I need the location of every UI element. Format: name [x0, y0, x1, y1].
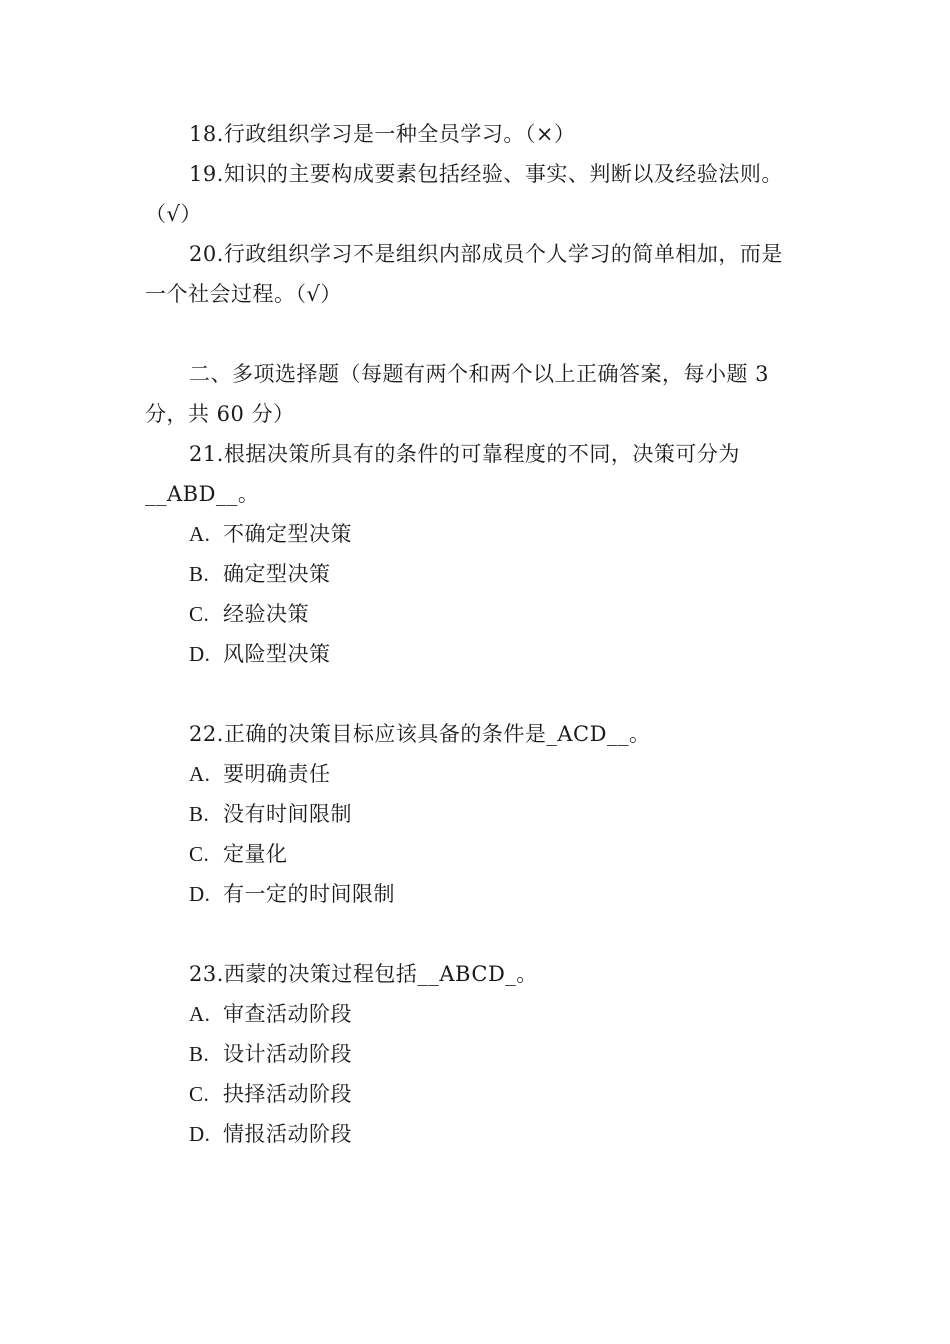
option-b — [189, 1040, 352, 1068]
option-letter: C. — [189, 842, 210, 866]
option-letter: A. — [189, 762, 211, 786]
option-letter: A. — [189, 522, 211, 546]
option-c — [189, 600, 309, 628]
question-20-line1: 20.行政组织学习不是组织内部成员个人学习的简单相加，而是 — [189, 242, 783, 266]
question-22-stem: 22.正确的决策目标应该具备的条件是_ACD__。 — [189, 722, 651, 746]
option-text: 要明确责任 — [223, 762, 331, 786]
option-letter: D. — [189, 882, 211, 906]
option-letter: B. — [189, 802, 210, 826]
option-letter: B. — [189, 1042, 210, 1066]
question-21-stem-line2: __ABD__。 — [145, 482, 260, 506]
option-a — [189, 1000, 352, 1028]
option-a — [189, 760, 331, 788]
option-text: 抉择活动阶段 — [223, 1082, 352, 1106]
option-b — [189, 560, 331, 588]
option-a — [189, 520, 352, 548]
section-heading-line2: 分，共 60 分） — [145, 402, 295, 426]
option-c — [189, 840, 288, 868]
section-heading-line1: 二、多项选择题（每题有两个和两个以上正确答案，每小题 3 — [189, 362, 770, 386]
question-19-line1: 19.知识的主要构成要素包括经验、事实、判断以及经验法则。 — [189, 162, 783, 186]
question-23-stem: 23.西蒙的决策过程包括__ABCD_。 — [189, 962, 538, 986]
option-d — [189, 1120, 352, 1148]
option-letter: B. — [189, 562, 210, 586]
option-text: 审查活动阶段 — [223, 1002, 352, 1026]
option-d — [189, 640, 331, 668]
option-c — [189, 1080, 352, 1108]
option-text: 经验决策 — [223, 602, 309, 626]
question-19-line2: （√） — [145, 202, 202, 226]
option-text: 不确定型决策 — [223, 522, 352, 546]
option-text: 没有时间限制 — [223, 802, 352, 826]
option-text: 确定型决策 — [223, 562, 331, 586]
option-d — [189, 880, 395, 908]
question-18: 18.行政组织学习是一种全员学习。（×） — [189, 122, 576, 146]
option-b — [189, 800, 352, 828]
option-text: 有一定的时间限制 — [223, 882, 395, 906]
option-letter: C. — [189, 602, 210, 626]
question-20-line2: 一个社会过程。（√） — [145, 282, 342, 306]
option-letter: C. — [189, 1082, 210, 1106]
option-letter: A. — [189, 1002, 211, 1026]
question-21-stem-line1: 21.根据决策所具有的条件的可靠程度的不同，决策可分为 — [189, 442, 740, 466]
option-text: 情报活动阶段 — [223, 1122, 352, 1146]
option-text: 定量化 — [223, 842, 288, 866]
option-letter: D. — [189, 642, 211, 666]
option-text: 风险型决策 — [223, 642, 331, 666]
option-letter: D. — [189, 1122, 211, 1146]
option-text: 设计活动阶段 — [223, 1042, 352, 1066]
